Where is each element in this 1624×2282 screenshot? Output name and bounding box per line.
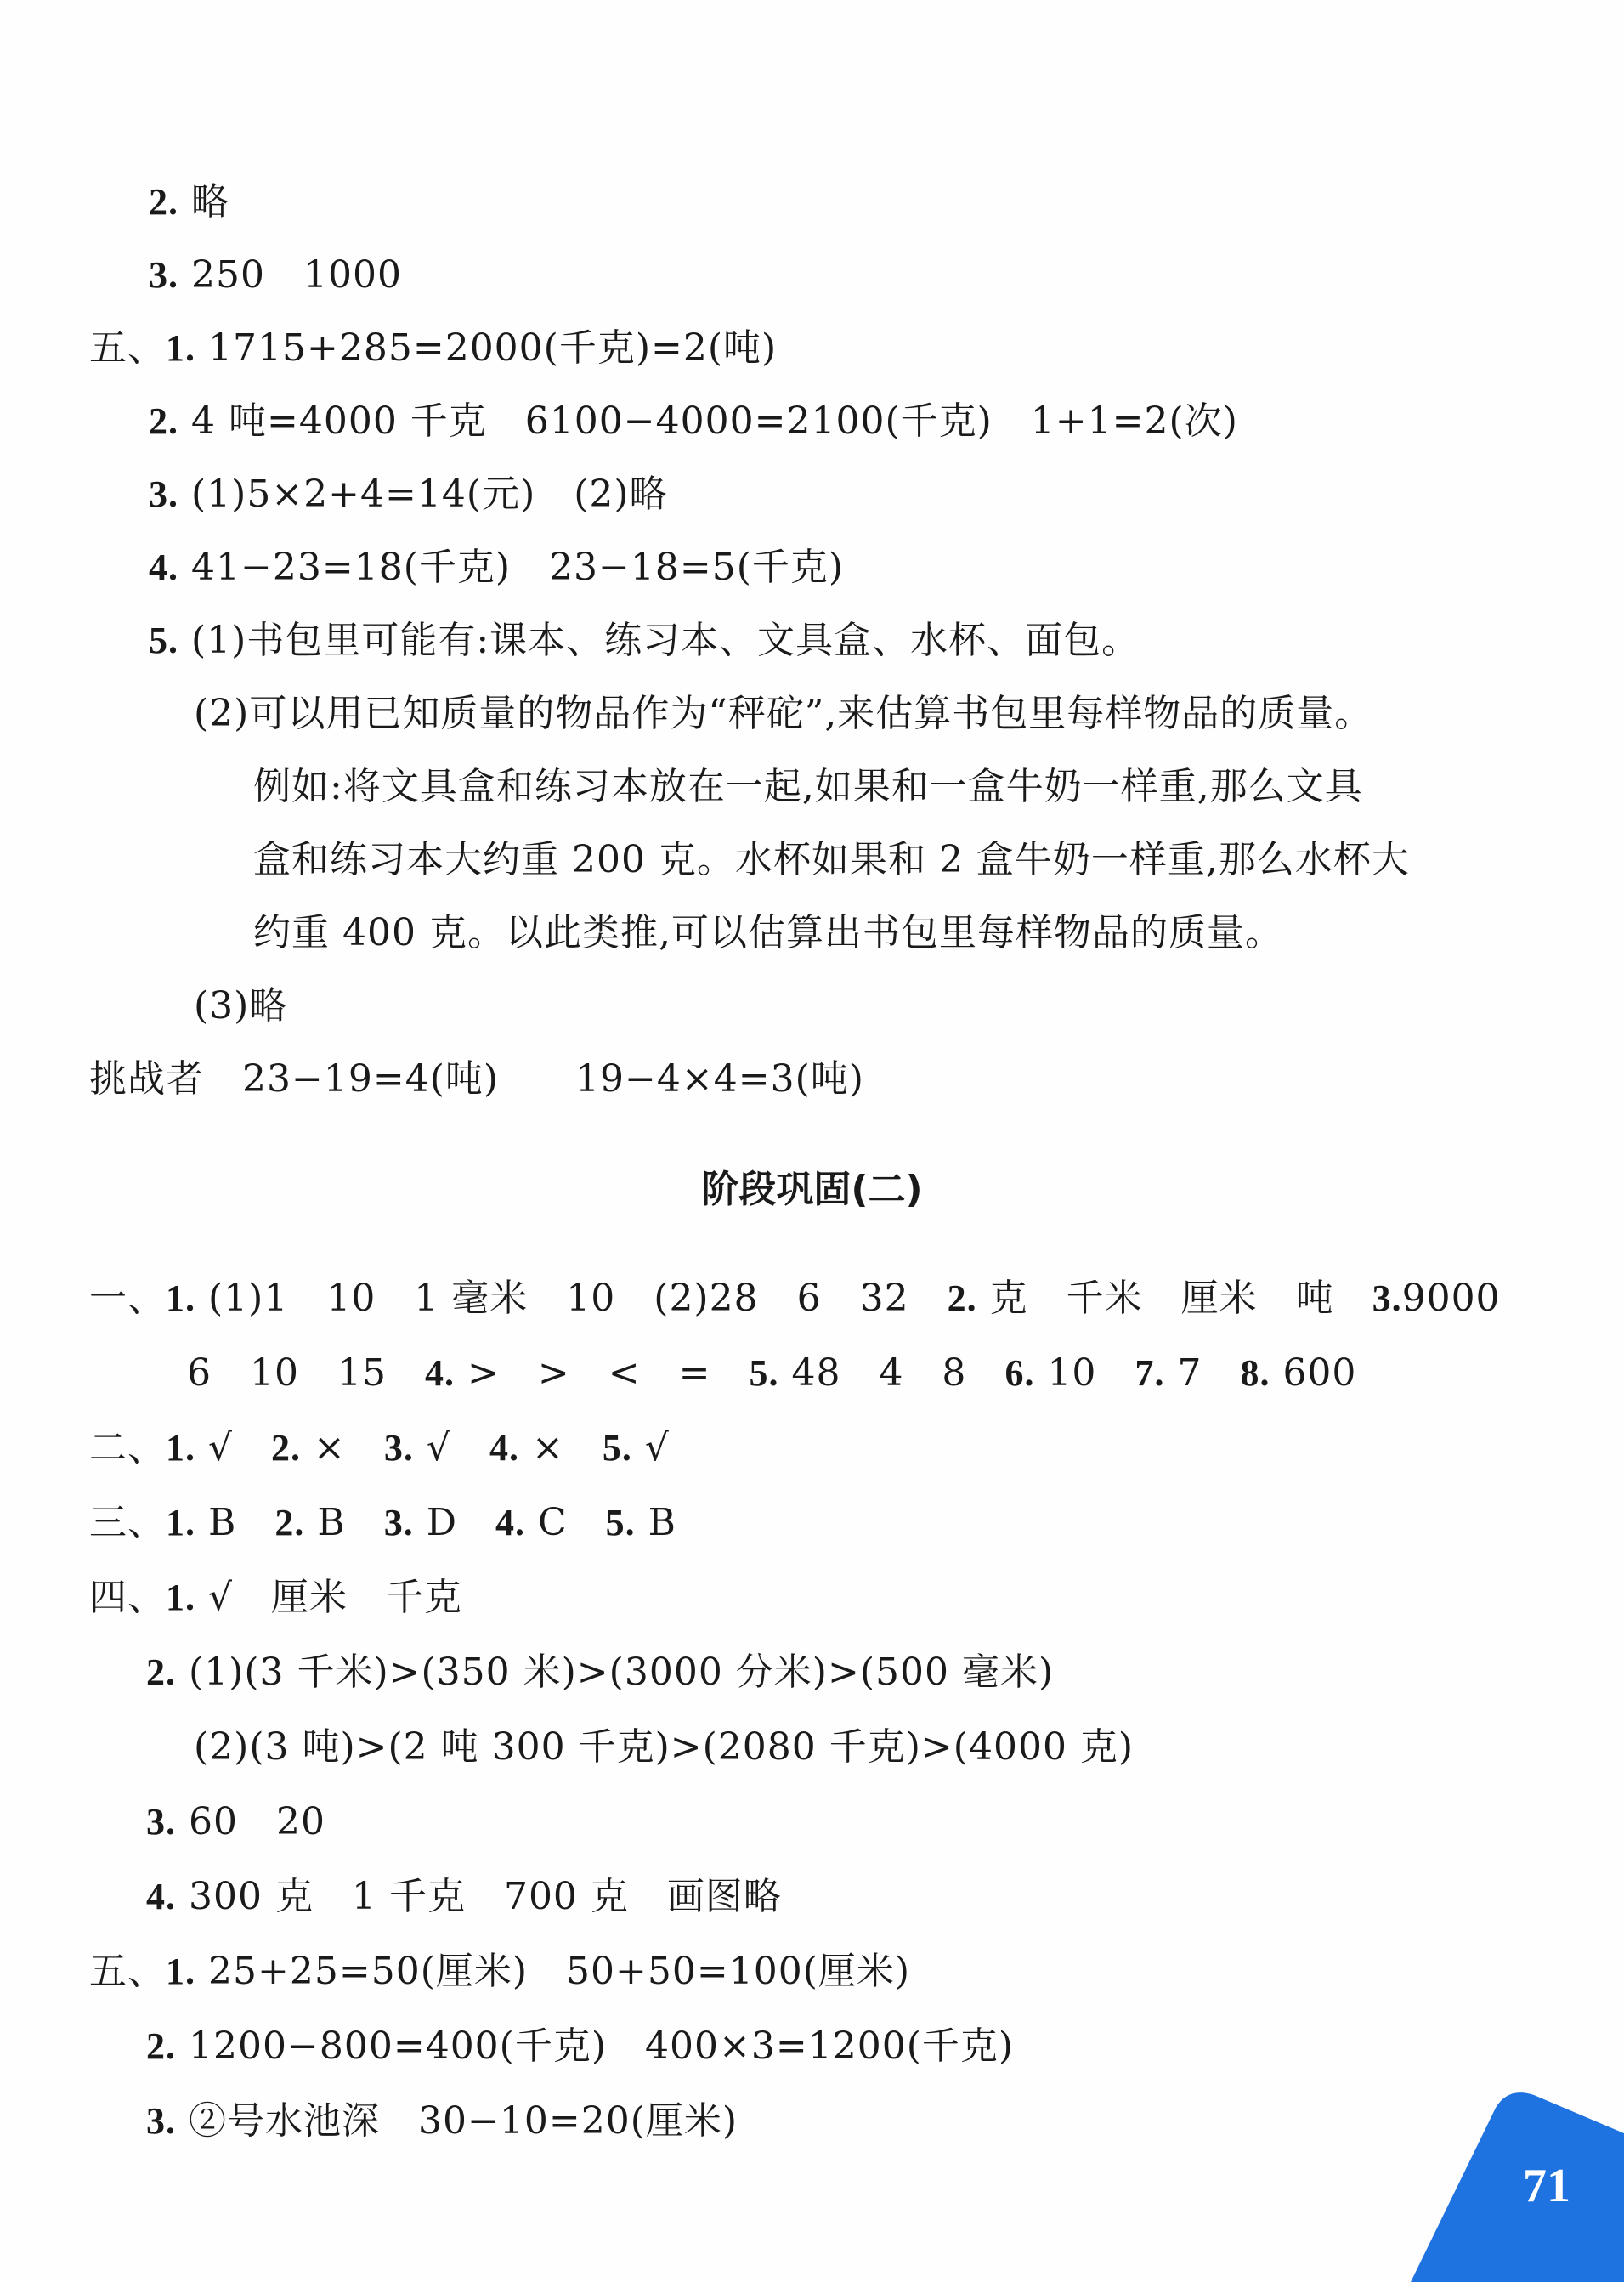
answer-line: 3. ②号水池深 30−10=20(厘米) — [146, 2099, 738, 2143]
answer-line: 四、1. √ 厘米 千克 — [89, 1576, 463, 1619]
section-title: 阶段巩固(二) — [701, 1168, 923, 1211]
answer-line: 3. 60 20 — [146, 1800, 325, 1843]
page-number: 71 — [1523, 2160, 1570, 2212]
answer-line: (2)可以用已知质量的物品作为“秤砣”,来估算书包里每样物品的质量。 — [194, 692, 1373, 735]
answer-line: 3. (1)5×2+4=14(元) (2)略 — [149, 473, 668, 516]
answer-line: 2. (1)(3 千米)>(350 米)>(3000 分米)>(500 毫米) — [146, 1651, 1055, 1694]
answer-line: 盒和练习本大约重 200 克。水杯如果和 2 盒牛奶一样重,那么水杯大 — [253, 838, 1410, 881]
answer-line: (3)略 — [194, 984, 288, 1028]
answer-line: 3. 250 1000 — [149, 253, 402, 297]
answer-line: 2. 1200−800=400(千克) 400×3=1200(千克) — [146, 2024, 1015, 2068]
answer-line: 五、1. 25+25=50(厘米) 50+50=100(厘米) — [89, 1950, 911, 1993]
answer-line: 5. (1)书包里可能有:课本、练习本、文具盒、水杯、面包。 — [149, 619, 1140, 662]
answer-line: (2)(3 吨)>(2 吨 300 千克)>(2080 千克)>(4000 克) — [194, 1725, 1135, 1769]
answer-line: 挑战者 23−19=4(吨) 19−4×4=3(吨) — [89, 1057, 864, 1101]
answer-line: 2. 4 吨=4000 千克 6100−4000=2100(千克) 1+1=2(次) — [149, 399, 1238, 443]
comparison-symbols: > > < = — [467, 1351, 711, 1395]
answer-line: 二、1. √ 2. × 3. √ 4. × 5. √ — [89, 1426, 670, 1469]
answer-line: 五、1. 1715+285=2000(千克)=2(吨) — [89, 326, 778, 370]
page-number-badge — [1411, 2074, 1624, 2282]
answer-line: 4. 41−23=18(千克) 23−18=5(千克) — [149, 546, 845, 589]
answer-line: 4. 300 克 1 千克 700 克 画图略 — [146, 1875, 782, 1918]
answer-line: 6 10 15 4. > > < = 5. 48 4 8 6. 10 7. 7 8. 600 — [187, 1351, 1357, 1395]
answer-line: 约重 400 克。以此类推,可以估算出书包里每样物品的质量。 — [253, 911, 1283, 954]
answer-line: 一、1. (1)1 10 1 毫米 10 (2)28 6 32 2. 克 千米 厘米 吨 3.9000 — [89, 1277, 1501, 1320]
answer-line: 2. 略 — [149, 180, 229, 224]
answer-line: 三、1. B 2. B 3. D 4. C 5. B — [89, 1501, 676, 1544]
answer-line: 例如:将文具盒和练习本放在一起,如果和一盒牛奶一样重,那么文具 — [253, 765, 1363, 808]
